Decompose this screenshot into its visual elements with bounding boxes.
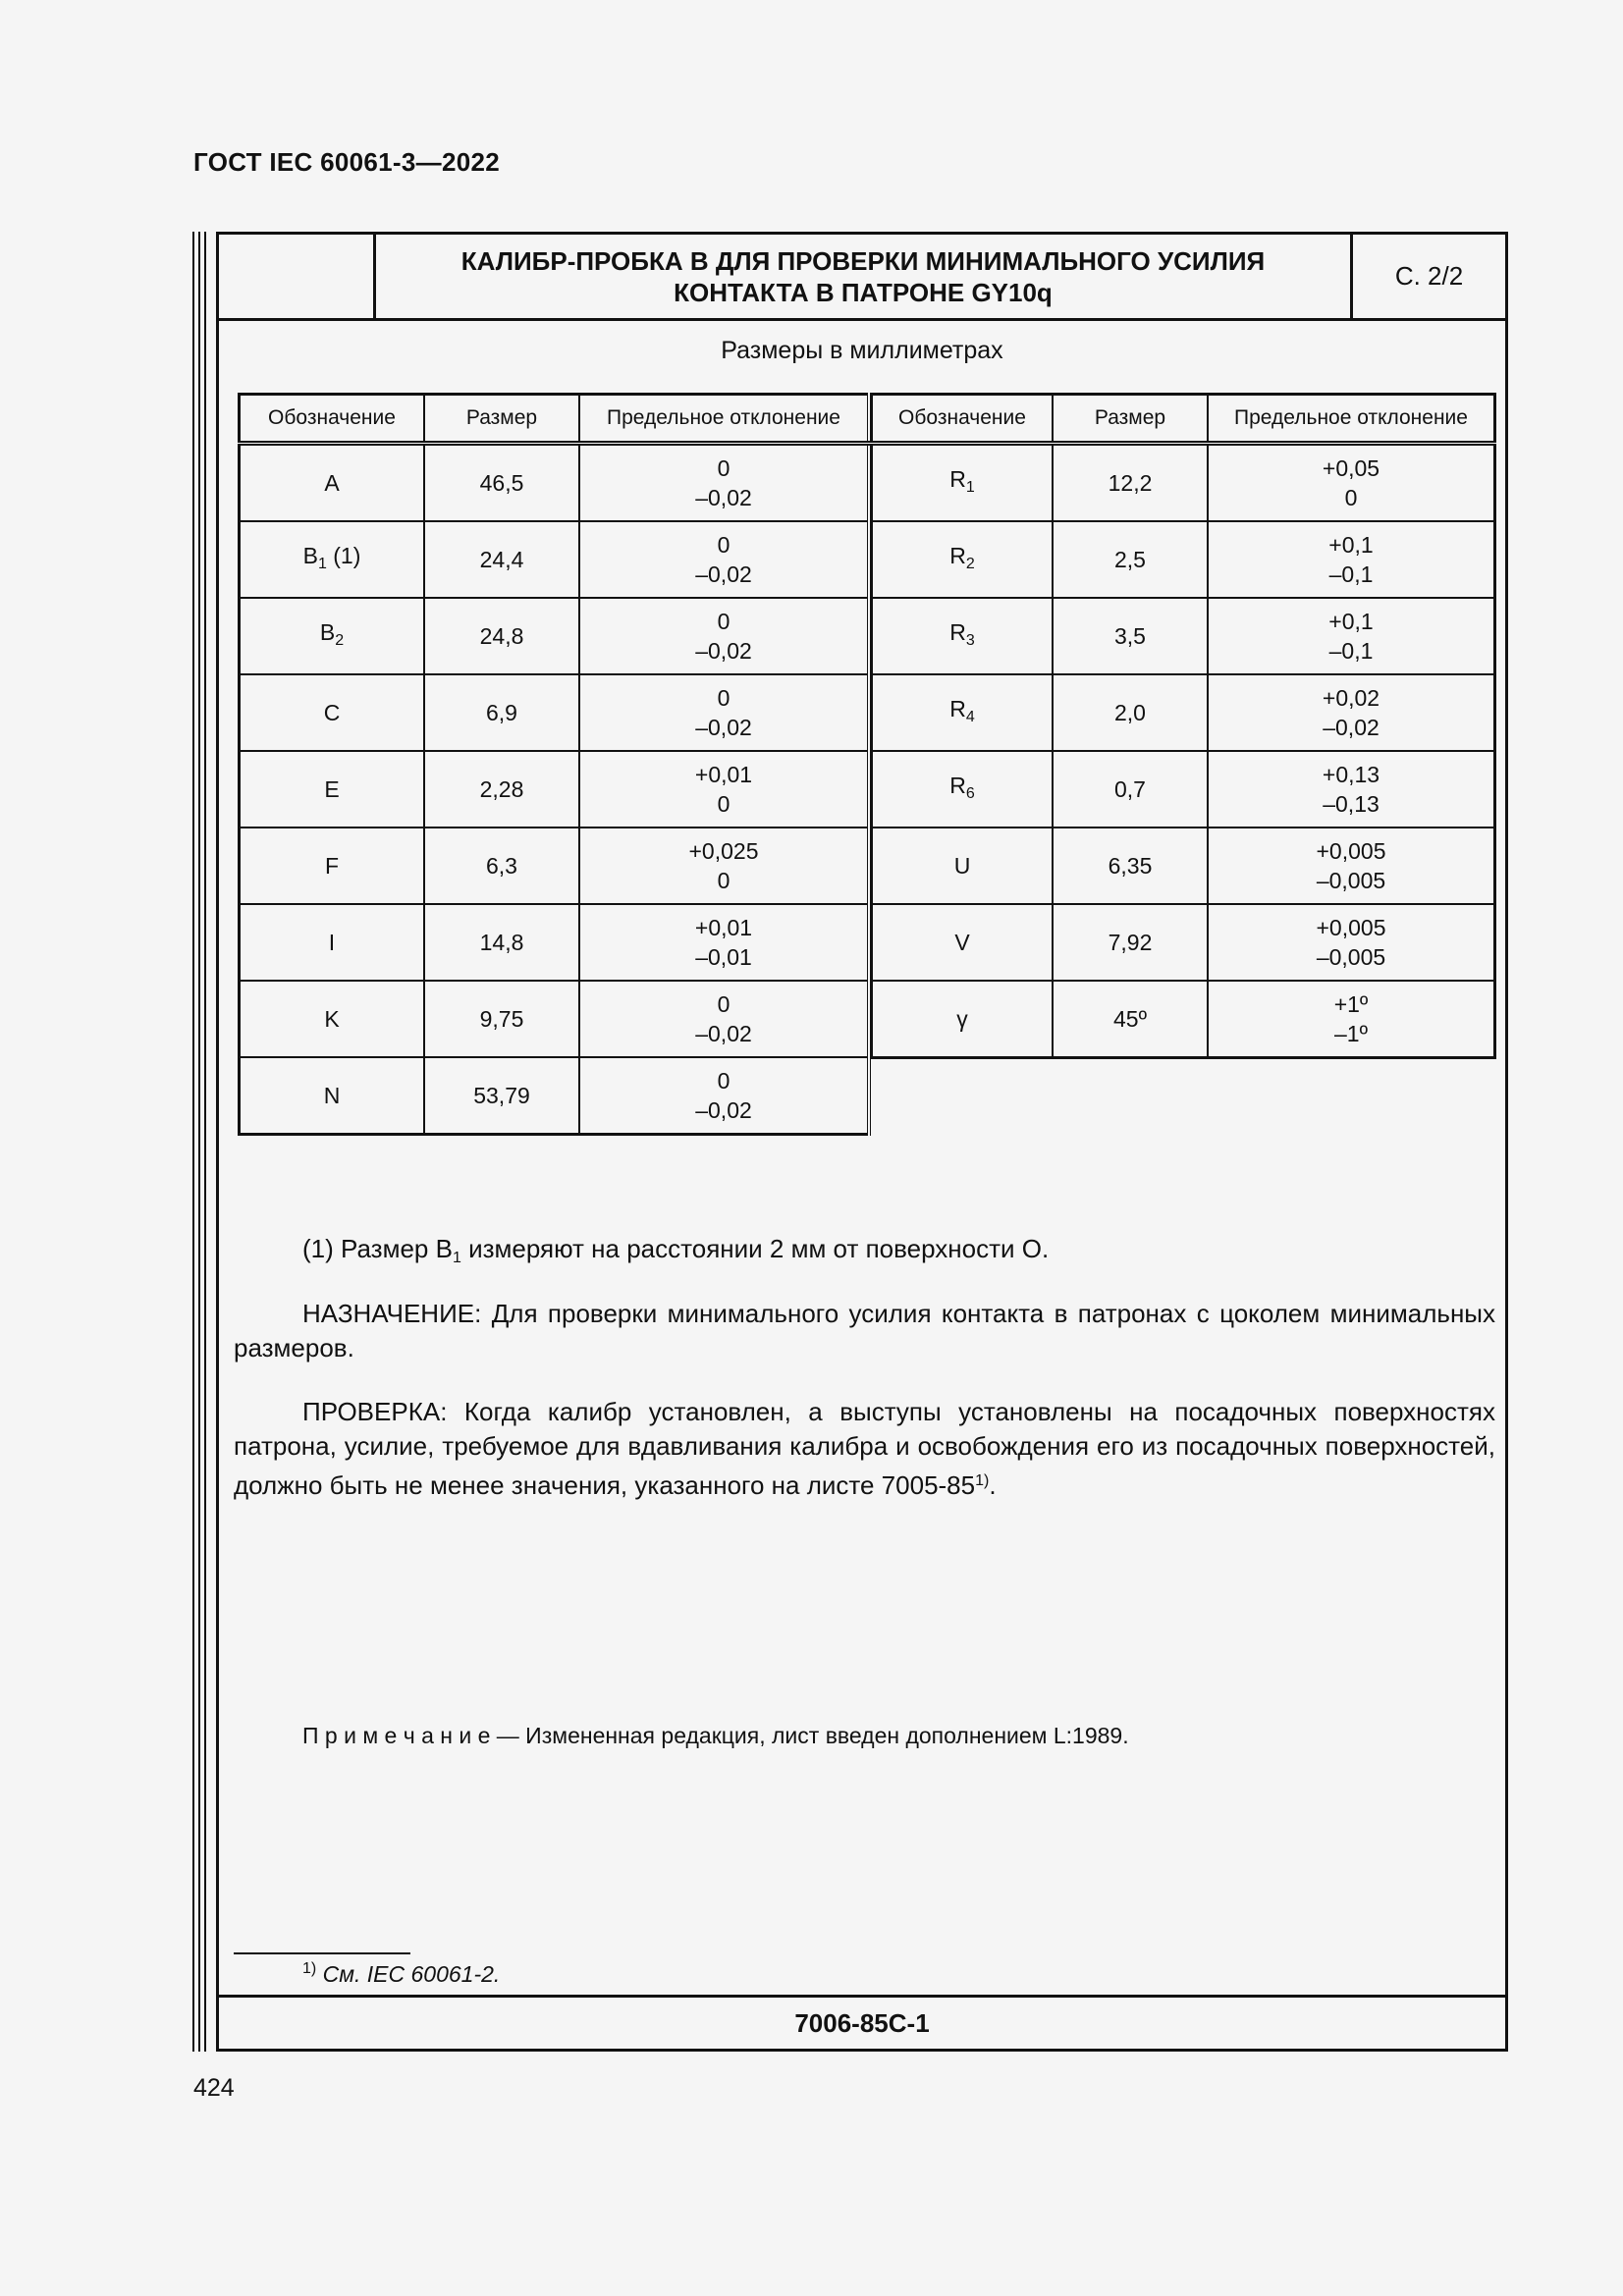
designation-symbol: R (949, 695, 966, 721)
designation-cell (872, 904, 1054, 981)
drawing-frame (216, 232, 1508, 2052)
margin-line (204, 232, 206, 2052)
designation-symbol: V (954, 930, 970, 955)
tolerance-cell (579, 674, 869, 751)
designation-symbol: B (302, 542, 318, 568)
designation-symbol: I (328, 930, 336, 955)
designation-cell (240, 904, 425, 981)
table-row (240, 674, 870, 751)
table-row (240, 444, 870, 522)
table-row (240, 828, 870, 904)
tolerance-lower: –0,02 (695, 561, 752, 587)
designation-symbol: γ (956, 1006, 968, 1032)
tolerance-upper: +0,025 (688, 838, 759, 864)
sheet-title-line2: КОНТАКТА В ПАТРОНЕ GY10q (674, 277, 1053, 307)
tolerance-cell (579, 444, 869, 522)
designation-subscript: 3 (965, 631, 975, 649)
text-span: измеряют на расстоянии 2 мм от поверхности O. (460, 1234, 1050, 1263)
col-header-size: Размер (1053, 395, 1208, 444)
designation-cell (872, 598, 1054, 674)
table-row (240, 981, 870, 1057)
designation-symbol: K (324, 1006, 340, 1032)
designation-symbol: N (323, 1083, 341, 1108)
tolerance-upper: +0,005 (1316, 915, 1386, 940)
note-paragraph (302, 1723, 1129, 1749)
table-row (240, 1057, 870, 1135)
col-header-designation: Обозначение (872, 395, 1054, 444)
designation-subscript: 6 (965, 784, 975, 802)
footnote-mark: 1) (302, 1960, 317, 1977)
designation-cell (240, 598, 425, 674)
table-row (872, 904, 1495, 981)
table-row (240, 521, 870, 598)
table-row (872, 674, 1495, 751)
size-cell: 0,7 (1053, 751, 1208, 828)
footnote-text: См. IEC 60061-2. (316, 1961, 501, 1987)
tolerance-cell (579, 828, 869, 904)
tolerance-lower: –0,02 (695, 1021, 752, 1046)
table-row (872, 751, 1495, 828)
tolerance-cell (1208, 521, 1495, 598)
tolerance-cell (579, 751, 869, 828)
tolerance-cell (1208, 981, 1495, 1058)
size-cell: 6,3 (424, 828, 579, 904)
designation-subscript: 1 (317, 555, 327, 572)
sheet-title (376, 235, 1353, 318)
table-row (872, 981, 1495, 1058)
designation-symbol: A (324, 470, 340, 496)
footnote-divider (234, 1952, 410, 1954)
designation-symbol: C (323, 700, 341, 725)
table-row (872, 828, 1495, 904)
table-row (872, 598, 1495, 674)
size-cell: 46,5 (424, 444, 579, 522)
size-cell: 24,8 (424, 598, 579, 674)
title-block-blank (219, 235, 376, 318)
designation-cell (240, 1057, 425, 1135)
tolerance-upper: 0 (717, 1068, 730, 1094)
designation-subscript: 4 (965, 708, 975, 725)
tolerance-upper: 0 (717, 455, 730, 481)
check-paragraph (234, 1395, 1495, 1503)
tolerance-cell (1208, 828, 1495, 904)
tolerance-cell (1208, 598, 1495, 674)
tolerance-lower: –0,1 (1328, 638, 1374, 664)
designation-cell (872, 521, 1054, 598)
designation-symbol: R (949, 465, 966, 492)
designation-cell (240, 674, 425, 751)
tolerance-cell (1208, 444, 1495, 522)
sheet-title-line1: КАЛИБР-ПРОБКА В ДЛЯ ПРОВЕРКИ МИНИМАЛЬНОГО УСИЛИЯ (460, 245, 1266, 276)
designation-subscript: 1 (965, 478, 975, 496)
text-span: ПРОВЕРКА: Когда калибр установлен, а выступы установлены на посадочных поверхностях патрона, усилие, требуемое для вдавливания калибра и освобождения его из посадочных поверхностей, должно быть не менее значения, указанного на листе 7005-85 (234, 1397, 1495, 1500)
size-cell: 2,5 (1053, 521, 1208, 598)
tolerance-lower: –1º (1334, 1021, 1368, 1046)
units-caption: Размеры в миллиметрах (721, 337, 1003, 364)
designation-symbol: R (949, 618, 966, 645)
tolerance-upper: +0,13 (1322, 762, 1380, 787)
tolerance-upper: 0 (717, 532, 730, 558)
col-header-designation: Обозначение (240, 395, 425, 444)
tolerance-lower: 0 (717, 791, 730, 817)
designation-cell (872, 444, 1054, 522)
size-cell: 9,75 (424, 981, 579, 1057)
designation-note-ref: (1) (326, 542, 361, 568)
tolerance-upper: 0 (717, 609, 730, 634)
tolerance-upper: +1º (1333, 991, 1369, 1017)
size-cell: 53,79 (424, 1057, 579, 1135)
table-row (872, 521, 1495, 598)
size-cell: 14,8 (424, 904, 579, 981)
col-header-tolerance: Предельное отклонение (579, 395, 869, 444)
margin-line (198, 232, 200, 2052)
size-cell: 6,35 (1053, 828, 1208, 904)
tolerance-upper: 0 (717, 991, 730, 1017)
designation-cell (872, 751, 1054, 828)
note-text: — Измененная редакция, лист введен дополнением L:1989. (490, 1723, 1129, 1748)
size-cell: 7,92 (1053, 904, 1208, 981)
table-row (240, 598, 870, 674)
tolerance-lower: –0,02 (1323, 715, 1380, 740)
designation-symbol: R (949, 542, 966, 568)
tolerance-lower: –0,1 (1328, 561, 1374, 587)
tolerance-cell (579, 598, 869, 674)
margin-line (192, 232, 194, 2052)
designation-symbol: F (324, 853, 340, 879)
size-cell: 24,4 (424, 521, 579, 598)
footnote (302, 1960, 500, 1988)
purpose-paragraph: НАЗНАЧЕНИЕ: Для проверки минимального усилия контакта в патронах с цоколем минимальных размеров. (234, 1299, 1495, 1362)
size-cell: 2,0 (1053, 674, 1208, 751)
tolerance-lower: –0,005 (1316, 868, 1386, 893)
designation-subscript: 2 (965, 555, 975, 572)
designation-cell (240, 828, 425, 904)
size-cell: 6,9 (424, 674, 579, 751)
title-block (219, 235, 1505, 321)
tolerance-cell (1208, 904, 1495, 981)
size-cell: 45º (1053, 981, 1208, 1058)
note-label: П р и м е ч а н и е (302, 1723, 491, 1748)
table-row (240, 904, 870, 981)
table-row (240, 751, 870, 828)
tolerance-upper: +0,1 (1328, 609, 1374, 634)
col-header-size: Размер (424, 395, 579, 444)
size-cell: 12,2 (1053, 444, 1208, 522)
subscript: 1 (452, 1250, 461, 1266)
tolerance-lower: –0,02 (695, 715, 752, 740)
sheet-code: 7006-85C-1 (219, 1995, 1505, 2049)
footnote-marker: 1) (975, 1472, 990, 1489)
designation-cell (240, 751, 425, 828)
tolerance-lower: –0,005 (1316, 944, 1386, 970)
size-cell: 2,28 (424, 751, 579, 828)
tolerance-lower: –0,01 (695, 944, 752, 970)
tolerance-lower: 0 (717, 868, 730, 893)
tolerance-lower: 0 (1344, 485, 1358, 510)
designation-cell (872, 674, 1054, 751)
designation-symbol: E (324, 776, 340, 802)
tolerance-cell (579, 904, 869, 981)
col-header-tolerance: Предельное отклонение (1208, 395, 1495, 444)
designation-symbol: R (949, 772, 966, 798)
table-row (872, 444, 1495, 522)
tolerance-cell (1208, 751, 1495, 828)
tolerance-upper: +0,02 (1322, 685, 1380, 711)
designation-cell (872, 828, 1054, 904)
tolerance-lower: –0,02 (695, 638, 752, 664)
designation-cell (872, 981, 1054, 1058)
designation-symbol: B (319, 618, 336, 645)
tolerance-lower: –0,02 (695, 1097, 752, 1123)
sheet-page-label: С. 2/2 (1394, 261, 1464, 291)
tolerance-lower: –0,02 (695, 485, 752, 510)
designation-symbol: U (953, 853, 971, 879)
footnote-b1-paragraph (234, 1232, 1495, 1275)
text-span: (1) Размер B (302, 1234, 453, 1263)
tolerance-lower: –0,13 (1323, 791, 1380, 817)
tolerance-upper: +0,1 (1328, 532, 1374, 558)
tolerance-upper: +0,005 (1316, 838, 1386, 864)
page-number: 424 (193, 2074, 235, 2102)
tolerance-cell (579, 1057, 869, 1135)
designation-cell (240, 521, 425, 598)
dimension-table-left (238, 393, 871, 1136)
document-id: ГОСТ IEC 60061-3—2022 (193, 147, 500, 177)
dimension-table-right (870, 393, 1496, 1059)
tolerance-upper: +0,01 (694, 762, 753, 787)
size-cell: 3,5 (1053, 598, 1208, 674)
tolerance-upper: +0,01 (694, 915, 753, 940)
designation-subscript: 2 (335, 631, 345, 649)
tolerance-upper: +0,05 (1322, 455, 1380, 481)
designation-cell (240, 444, 425, 522)
tolerance-cell (1208, 674, 1495, 751)
tolerance-cell (579, 981, 869, 1057)
designation-cell (240, 981, 425, 1057)
tolerance-cell (579, 521, 869, 598)
text-span: . (989, 1470, 997, 1500)
tolerance-upper: 0 (717, 685, 730, 711)
